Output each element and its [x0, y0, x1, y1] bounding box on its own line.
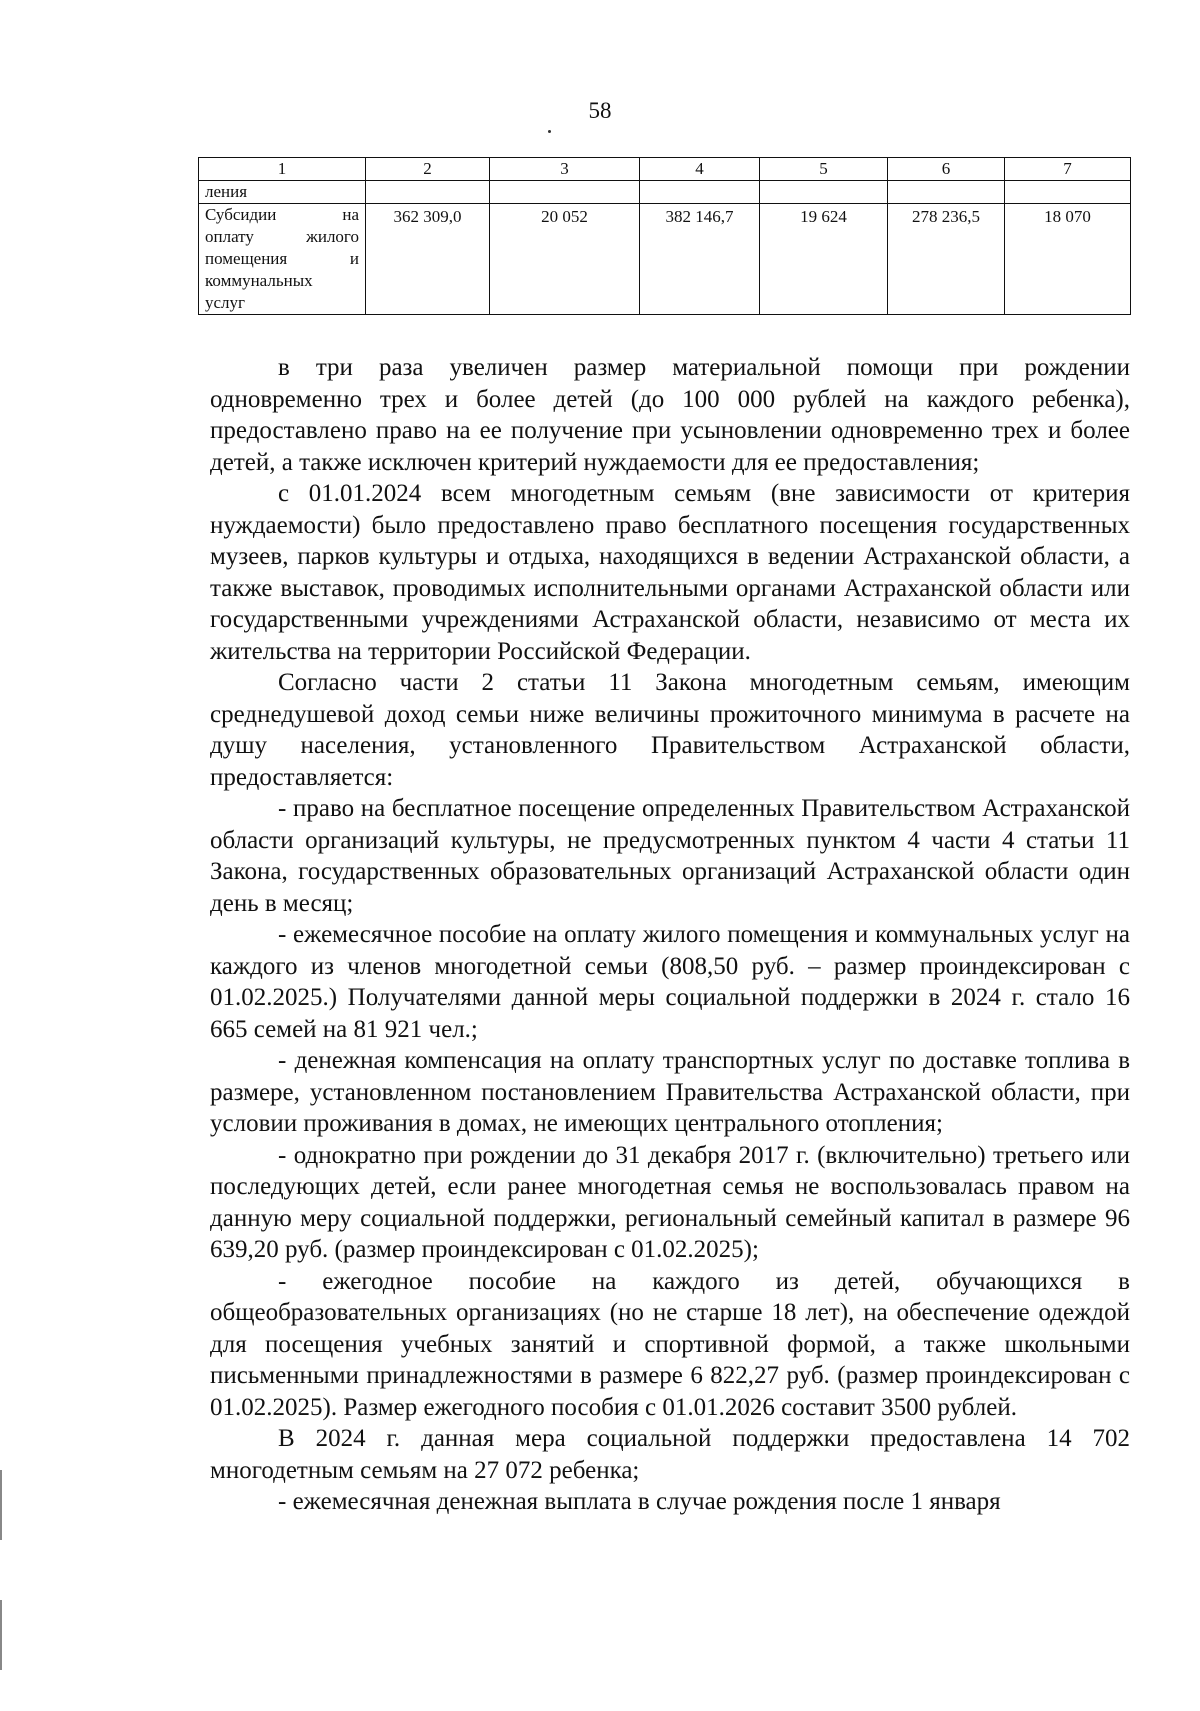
- table-row: [199, 204, 1131, 315]
- paragraph: Согласно части 2 статьи 11 Закона многодетным семьям, имеющим среднедушевой доход семьи ниже величины прожиточного минимума в расчете на душу населения, установленного Правительством Астраханской области, предоставляется:: [210, 669, 1130, 791]
- paragraph: в три раза увеличен размер материальной помощи при рождении одновременно трех и более детей (до 100 000 рублей на каждого ребенка), предоставлено право на ее получение при усыновлении одновременно трех и более детей, а также исключен критерий нуждаемости для ее предоставления;: [210, 354, 1130, 476]
- table-cell: [366, 181, 490, 204]
- scan-artifact-line: [0, 1470, 2, 1540]
- paragraph: - право на бесплатное посещение определенных Правительством Астраханской области организаций культуры, не предусмотренных пунктом 4 части 4 статьи 11 Закона, государственных образовательных организаций Астраханской области один день в месяц;: [210, 795, 1130, 917]
- table-header-cell: 7: [1005, 158, 1131, 181]
- page-number: 58: [588, 98, 612, 123]
- label-line: Субсидии на: [205, 205, 359, 224]
- paragraph: с 01.01.2024 всем многодетным семьям (вне зависимости от критерия нуждаемости) было предоставлено право бесплатного посещения государственных музеев, парков культуры и отдыха, находящихся в ведении Астраханской области, а также выставок, проводимых исполнительными органами Астраханской области или государственными учреждениями Астраханской области, независимо от места их жительства на территории Российской Федерации.: [210, 480, 1130, 665]
- label-line: помещения и: [205, 249, 359, 268]
- scan-artifact-line: [0, 1600, 2, 1670]
- table-cell-value: 19 624: [760, 204, 888, 315]
- label-line: коммунальных: [205, 271, 313, 290]
- paragraph: - денежная компенсация на оплату транспортных услуг по доставке топлива в размере, установленном постановлением Правительства Астраханской области, при условии проживания в домах, не имеющих центрального отопления;: [210, 1047, 1130, 1137]
- paragraph: - ежемесячное пособие на оплату жилого помещения и коммунальных услуг на каждого из членов многодетной семьи (808,50 руб. – размер проиндексирован с 01.02.2025.) Получателями данной меры социальной поддержки в 2024 г. стало 16 665 семей на 81 921 чел.;: [210, 921, 1130, 1043]
- table-header-cell: 2: [366, 158, 490, 181]
- table-cell-value: 382 146,7: [640, 204, 760, 315]
- table-cell: [888, 181, 1005, 204]
- table-header-cell: 4: [640, 158, 760, 181]
- table-cell-value: 362 309,0: [366, 204, 490, 315]
- table-header-cell: 6: [888, 158, 1005, 181]
- table-header-cell: 5: [760, 158, 888, 181]
- label-line: услуг: [205, 293, 246, 312]
- table-cell: [1005, 181, 1131, 204]
- table-cell: [760, 181, 888, 204]
- table-header-row: [199, 158, 1131, 181]
- table-cell-label: ления: [199, 181, 366, 204]
- table-cell-value: 18 070: [1005, 204, 1131, 315]
- body-text: [210, 352, 1130, 1518]
- label-line: оплату жилого: [205, 227, 359, 246]
- paragraph: В 2024 г. данная мера социальной поддержки предоставлена 14 702 многодетным семьям на 27 072 ребенка;: [210, 1425, 1130, 1484]
- table-cell-value: 278 236,5: [888, 204, 1005, 315]
- paragraph: - ежегодное пособие на каждого из детей, обучающихся в общеобразовательных организациях (но не старше 18 лет), на обеспечение одеждой для посещения учебных занятий и спортивной формой, а также школьными письменными принадлежностями в размере 6 822,27 руб. (размер проиндексирован с 01.02.2025). Размер ежегодного пособия с 01.01.2026 составит 3500 рублей.: [210, 1267, 1130, 1421]
- table-continuation-row: [199, 181, 1131, 204]
- benefits-table: [198, 157, 1131, 315]
- table-cell-label: [199, 204, 366, 315]
- table-header-cell: 1: [199, 158, 366, 181]
- paragraph: - ежемесячная денежная выплата в случае рождения после 1 января: [278, 1488, 1001, 1515]
- table-header-cell: 3: [490, 158, 640, 181]
- scan-dot: [548, 130, 551, 133]
- table-cell-value: 20 052: [490, 204, 640, 315]
- paragraph: - однократно при рождении до 31 декабря 2017 г. (включительно) третьего или последующих детей, если ранее многодетная семья не воспользовалась правом на данную меру социальной поддержки, региональный семейный капитал в размере 96 639,20 руб. (размер проиндексирован с 01.02.2025);: [210, 1141, 1130, 1263]
- table-cell: [490, 181, 640, 204]
- table-cell: [640, 181, 760, 204]
